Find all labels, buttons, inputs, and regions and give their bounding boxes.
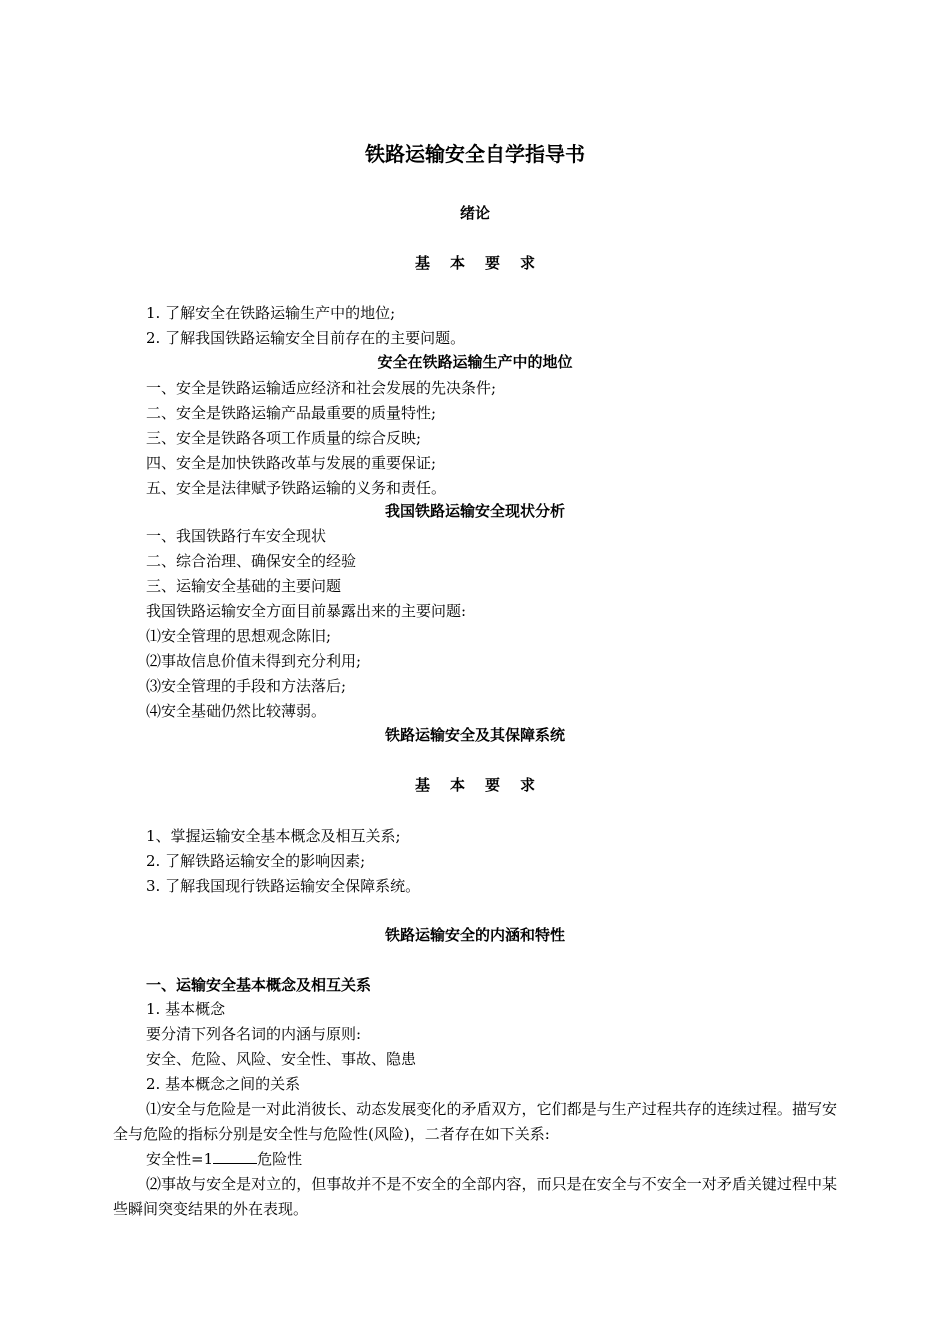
list-item: 五、安全是法律赋予铁路运输的义务和责任。 (146, 479, 447, 497)
paragraph-accident-safety: ⑵事故与安全是对立的，但事故并不是不安全的全部内容，而只是在安全与不安全一对矛盾关键过程中某些瞬间突变结果的外在表现。 (113, 1175, 837, 1218)
status-list (146, 376, 846, 501)
list-item: 要分清下列各名词的内涵与原则: (146, 1025, 362, 1043)
intro-heading: 绪论 (459, 204, 490, 222)
concept-lines (146, 997, 846, 1097)
list-item: ⑴安全管理的思想观念陈旧; (146, 627, 332, 645)
list-item: 一、我国铁路行车安全现状 (146, 527, 327, 545)
list-item: 3. 了解我国现行铁路运输安全保障系统。 (146, 877, 421, 895)
list-item: ⑵事故信息价值未得到充分利用; (146, 652, 362, 670)
intro-requirements-list (146, 301, 846, 351)
list-item: 我国铁路运输安全方面目前暴露出来的主要问题: (146, 602, 467, 620)
paragraph-safety-danger: ⑴安全与危险是一对此消彼长、动态发展变化的矛盾双方，它们都是与生产过程共存的连续过程。描写安全与危险的指标分别是安全性与危险性(风险)，二者存在如下关系: (113, 1100, 837, 1143)
chapter1-requirements-heading: 基本要求 (414, 776, 555, 794)
chapter1-heading: 铁路运输安全及其保障系统 (384, 726, 565, 744)
analysis-heading: 我国铁路运输安全现状分析 (384, 502, 565, 520)
document-title: 铁路运输安全自学指导书 (365, 142, 585, 166)
status-heading: 安全在铁路运输生产中的地位 (377, 353, 573, 371)
list-item: 2. 了解铁路运输安全的影响因素; (146, 852, 366, 870)
list-item: 1. 了解安全在铁路运输生产中的地位; (146, 304, 396, 322)
list-item: ⑶安全管理的手段和方法落后; (146, 677, 347, 695)
formula-left: 安全性=1 (146, 1150, 214, 1168)
list-item: 三、安全是铁路各项工作质量的综合反映; (146, 429, 422, 447)
chapter1-requirements-list (146, 824, 846, 899)
list-item: 一、安全是铁路运输适应经济和社会发展的先决条件; (146, 379, 497, 397)
formula-blank (213, 1149, 257, 1164)
section-heading: 铁路运输安全的内涵和特性 (384, 926, 565, 944)
list-item: 2. 了解我国铁路运输安全目前存在的主要问题。 (146, 329, 466, 347)
list-item: 安全、危险、风险、安全性、事故、隐患 (146, 1050, 417, 1068)
list-item: 三、运输安全基础的主要问题 (146, 577, 342, 595)
list-item: 二、安全是铁路运输产品最重要的质量特性; (146, 404, 437, 422)
list-item: 二、综合治理、确保安全的经验 (146, 552, 357, 570)
formula-right: 危险性 (257, 1150, 303, 1168)
intro-requirements-heading: 基本要求 (414, 254, 555, 272)
list-item: 2. 基本概念之间的关系 (146, 1075, 301, 1093)
list-item: 四、安全是加快铁路改革与发展的重要保证; (146, 454, 437, 472)
safety-formula (146, 1147, 302, 1172)
subsection-heading: 一、运输安全基本概念及相互关系 (146, 976, 372, 994)
list-item: ⑷安全基础仍然比较薄弱。 (146, 702, 327, 720)
list-item: 1、掌握运输安全基本概念及相互关系; (146, 827, 401, 845)
list-item: 1. 基本概念 (146, 1000, 226, 1018)
analysis-list (146, 524, 846, 724)
